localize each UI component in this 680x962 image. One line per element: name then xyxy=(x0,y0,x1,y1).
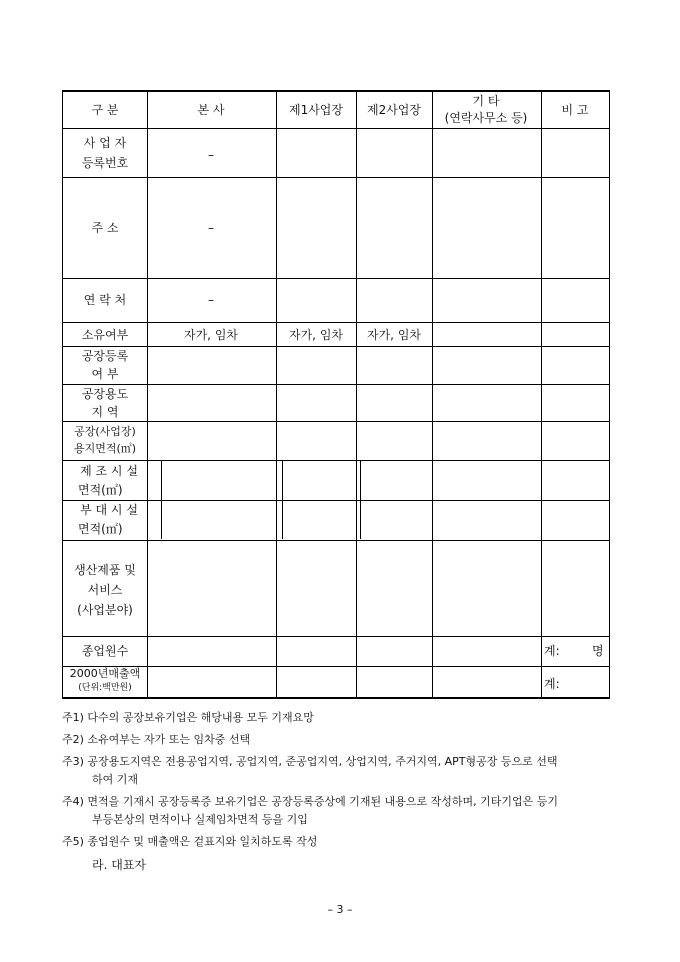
header-category: 구 분 xyxy=(91,103,119,117)
header-head-office: 본 사 xyxy=(197,103,225,117)
cell-ownership-site2: 자가, 임차 xyxy=(367,328,421,342)
header-other: 기 타 xyxy=(472,94,500,108)
inner-box-site2 xyxy=(360,461,431,539)
label-aux-facility: 부 대 시 설 xyxy=(80,503,138,517)
label-mfg-facility: 제 조 시 설 xyxy=(80,464,138,478)
inner-box-divider xyxy=(161,500,275,501)
row-line xyxy=(62,636,610,637)
row-line xyxy=(62,322,610,323)
label-mfg-facility-2: 면적(㎡) xyxy=(78,483,123,497)
label-ownership: 소유여부 xyxy=(81,328,129,342)
header-remarks: 비 고 xyxy=(561,103,589,117)
cell-registration-head-office: – xyxy=(208,148,214,162)
label-registration: 사 업 자 xyxy=(83,136,127,150)
col-line xyxy=(276,90,277,699)
footnote-3-cont: 하여 기재 xyxy=(92,773,139,786)
label-sales: 2000년매출액 xyxy=(69,667,141,680)
page-number: – 3 – xyxy=(327,903,353,916)
label-factory-registration-2: 여 부 xyxy=(91,367,119,381)
table-top-border xyxy=(62,90,610,92)
label-products: 생산제품 및 xyxy=(74,563,136,577)
header-other-sub: (연락사무소 등) xyxy=(444,111,528,125)
row-line xyxy=(62,540,610,541)
col-line xyxy=(62,90,63,699)
label-site-area-2: 용지면적(㎡) xyxy=(73,442,137,455)
cell-employees-total: 계: xyxy=(544,644,560,658)
cell-employees-unit: 명 xyxy=(592,644,604,658)
cell-address-head-office: – xyxy=(208,221,214,235)
table-bottom-border xyxy=(62,697,610,699)
label-registration-2: 등록번호 xyxy=(81,156,129,170)
section-heading: 라. 대표자 xyxy=(92,858,146,872)
footnote-5: 주5) 종업원수 및 매출액은 겉표지와 일치하도록 작성 xyxy=(62,835,318,848)
label-factory-registration: 공장등록 xyxy=(81,349,129,363)
row-line xyxy=(62,346,610,347)
label-aux-facility-2: 면적(㎡) xyxy=(78,522,123,536)
label-address: 주 소 xyxy=(91,221,119,235)
row-line xyxy=(62,384,610,385)
col-line xyxy=(432,90,433,699)
cell-ownership-head-office: 자가, 임차 xyxy=(184,328,238,342)
footnote-3: 주3) 공장용도지역은 전용공업지역, 공업지역, 준공업지역, 상업지역, 주거지역, APT형공장 등으로 선택 xyxy=(62,755,558,768)
footnote-4-cont: 부등본상의 면적이나 실제임차면적 등을 기입 xyxy=(92,813,308,826)
label-factory-use-zone: 공장용도 xyxy=(81,387,129,401)
header-site1: 제1사업장 xyxy=(288,103,344,117)
row-line xyxy=(62,128,610,129)
col-line xyxy=(356,90,357,699)
label-contact: 연 락 처 xyxy=(83,293,127,307)
label-factory-use-zone-2: 지 역 xyxy=(91,405,119,419)
cell-ownership-site1: 자가, 임차 xyxy=(289,328,343,342)
footnote-2: 주2) 소유여부는 자가 또는 임차중 선택 xyxy=(62,733,251,746)
col-line xyxy=(541,90,542,699)
label-employees: 종업원수 xyxy=(81,644,129,658)
row-line xyxy=(62,666,610,667)
cell-sales-total: 계: xyxy=(544,677,560,691)
label-products-2: 서비스 xyxy=(87,583,123,597)
row-line xyxy=(62,177,610,178)
cell-contact-head-office: – xyxy=(208,293,214,307)
header-site2: 제2사업장 xyxy=(366,103,422,117)
label-site-area: 공장(사업장) xyxy=(74,425,136,438)
row-line xyxy=(62,421,610,422)
col-line xyxy=(147,90,148,699)
row-line xyxy=(62,278,610,279)
col-line xyxy=(609,90,610,699)
label-sales-unit: (단위:백만원) xyxy=(78,683,132,693)
label-products-3: (사업분야) xyxy=(77,603,133,617)
inner-box-site1 xyxy=(282,461,355,539)
footnote-4: 주4) 면적을 기재시 공장등록증 보유기업은 공장등록증상에 기재된 내용으로 작성하며, 기타기업은 등기 xyxy=(62,795,559,808)
footnote-1: 주1) 다수의 공장보유기업은 해당내용 모두 기재요망 xyxy=(62,711,314,724)
